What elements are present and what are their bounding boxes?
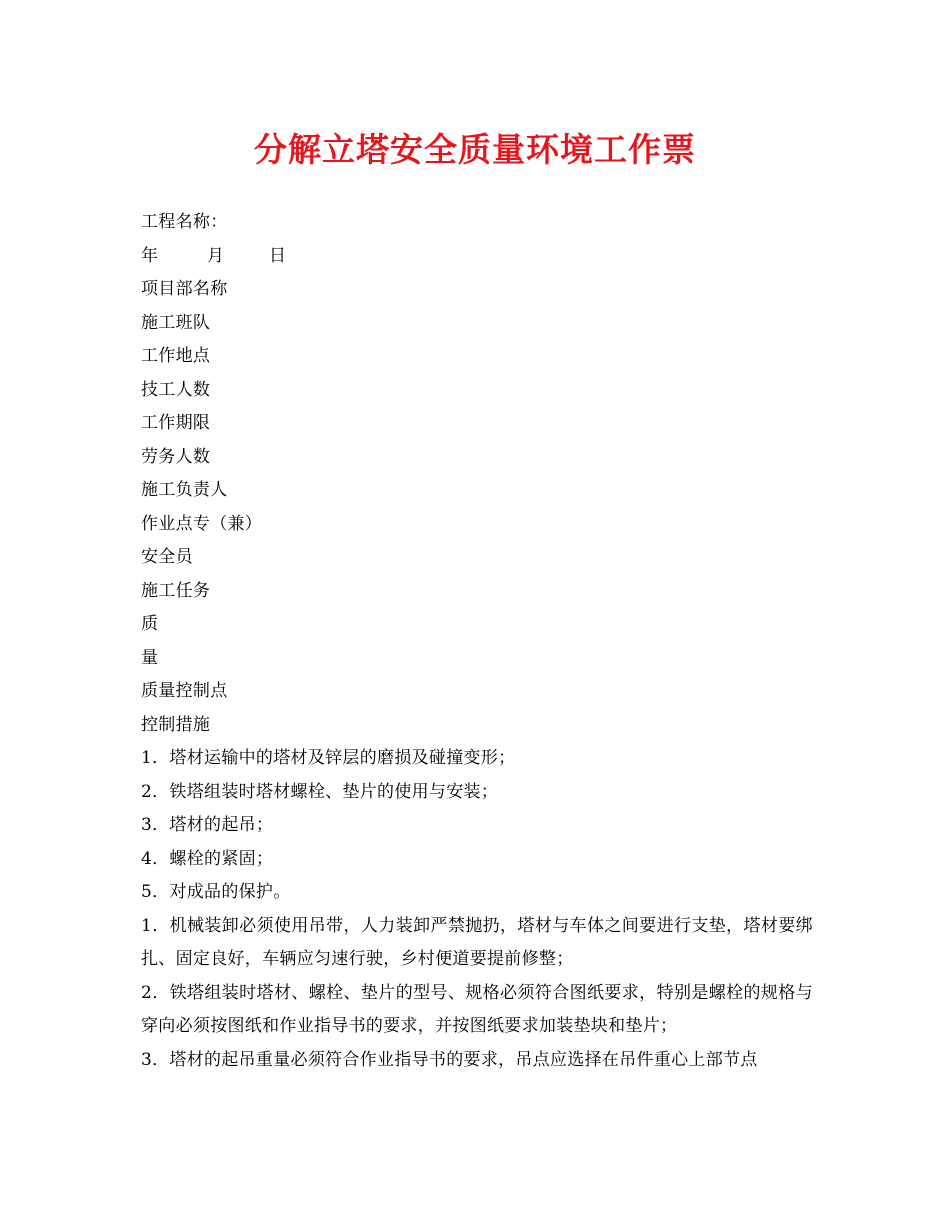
field-safety-officer: 安全员 [141, 547, 193, 567]
field-quality-control-points: 质量控制点 [141, 681, 228, 701]
control-point-item: 2．铁塔组装时塔材螺栓、垫片的使用与安装； [141, 781, 499, 802]
field-laborer-count: 劳务人数 [141, 446, 211, 467]
control-point-item: 3．塔材的起吊； [141, 815, 274, 835]
control-point-item: 4．螺栓的紧固； [141, 848, 274, 869]
measure-item: 2．铁塔组装时塔材、螺栓、垫片的型号、规格必须符合图纸要求，特别是螺栓的规格与穿向必须按图纸和作业指导书的要求，并按图纸要求加装垫块和垫片； [141, 982, 813, 1036]
field-construction-team: 施工班队 [141, 312, 211, 333]
project-name-label: 工程名称： [141, 212, 228, 232]
field-quality-char-1: 质 [141, 614, 159, 634]
control-point-item: 5．对成品的保护。 [141, 882, 291, 902]
field-work-location: 工作地点 [141, 346, 211, 366]
document-body [141, 206, 813, 1077]
date-month-label: 月 [207, 245, 225, 266]
field-control-measures: 控制措施 [141, 714, 211, 735]
measure-item: 3．塔材的起吊重量必须符合作业指导书的要求，吊点应选择在吊件重心上部节点 [141, 1049, 758, 1070]
measure-item: 1．机械装卸必须使用吊带，人力装卸严禁抛扔，塔材与车体之间要进行支垫，塔材要绑扎、固定良好，车辆应匀速行驶，乡村便道要提前修整； [141, 915, 813, 969]
field-construction-task: 施工任务 [141, 580, 211, 601]
field-technician-count: 技工人数 [141, 379, 211, 400]
document-title: 分解立塔安全质量环境工作票 [254, 130, 696, 169]
field-work-period: 工作期限 [141, 413, 211, 433]
field-site-specialist: 作业点专（兼） [141, 513, 263, 534]
field-project-department: 项目部名称 [141, 279, 228, 299]
date-year-label: 年 [141, 245, 159, 266]
date-row [141, 240, 813, 274]
control-point-item: 1．塔材运输中的塔材及锌层的磨损及碰撞变形； [141, 748, 516, 768]
date-day-label: 日 [269, 245, 287, 266]
field-construction-leader: 施工负责人 [141, 480, 228, 500]
field-quality-char-2: 量 [141, 647, 159, 668]
